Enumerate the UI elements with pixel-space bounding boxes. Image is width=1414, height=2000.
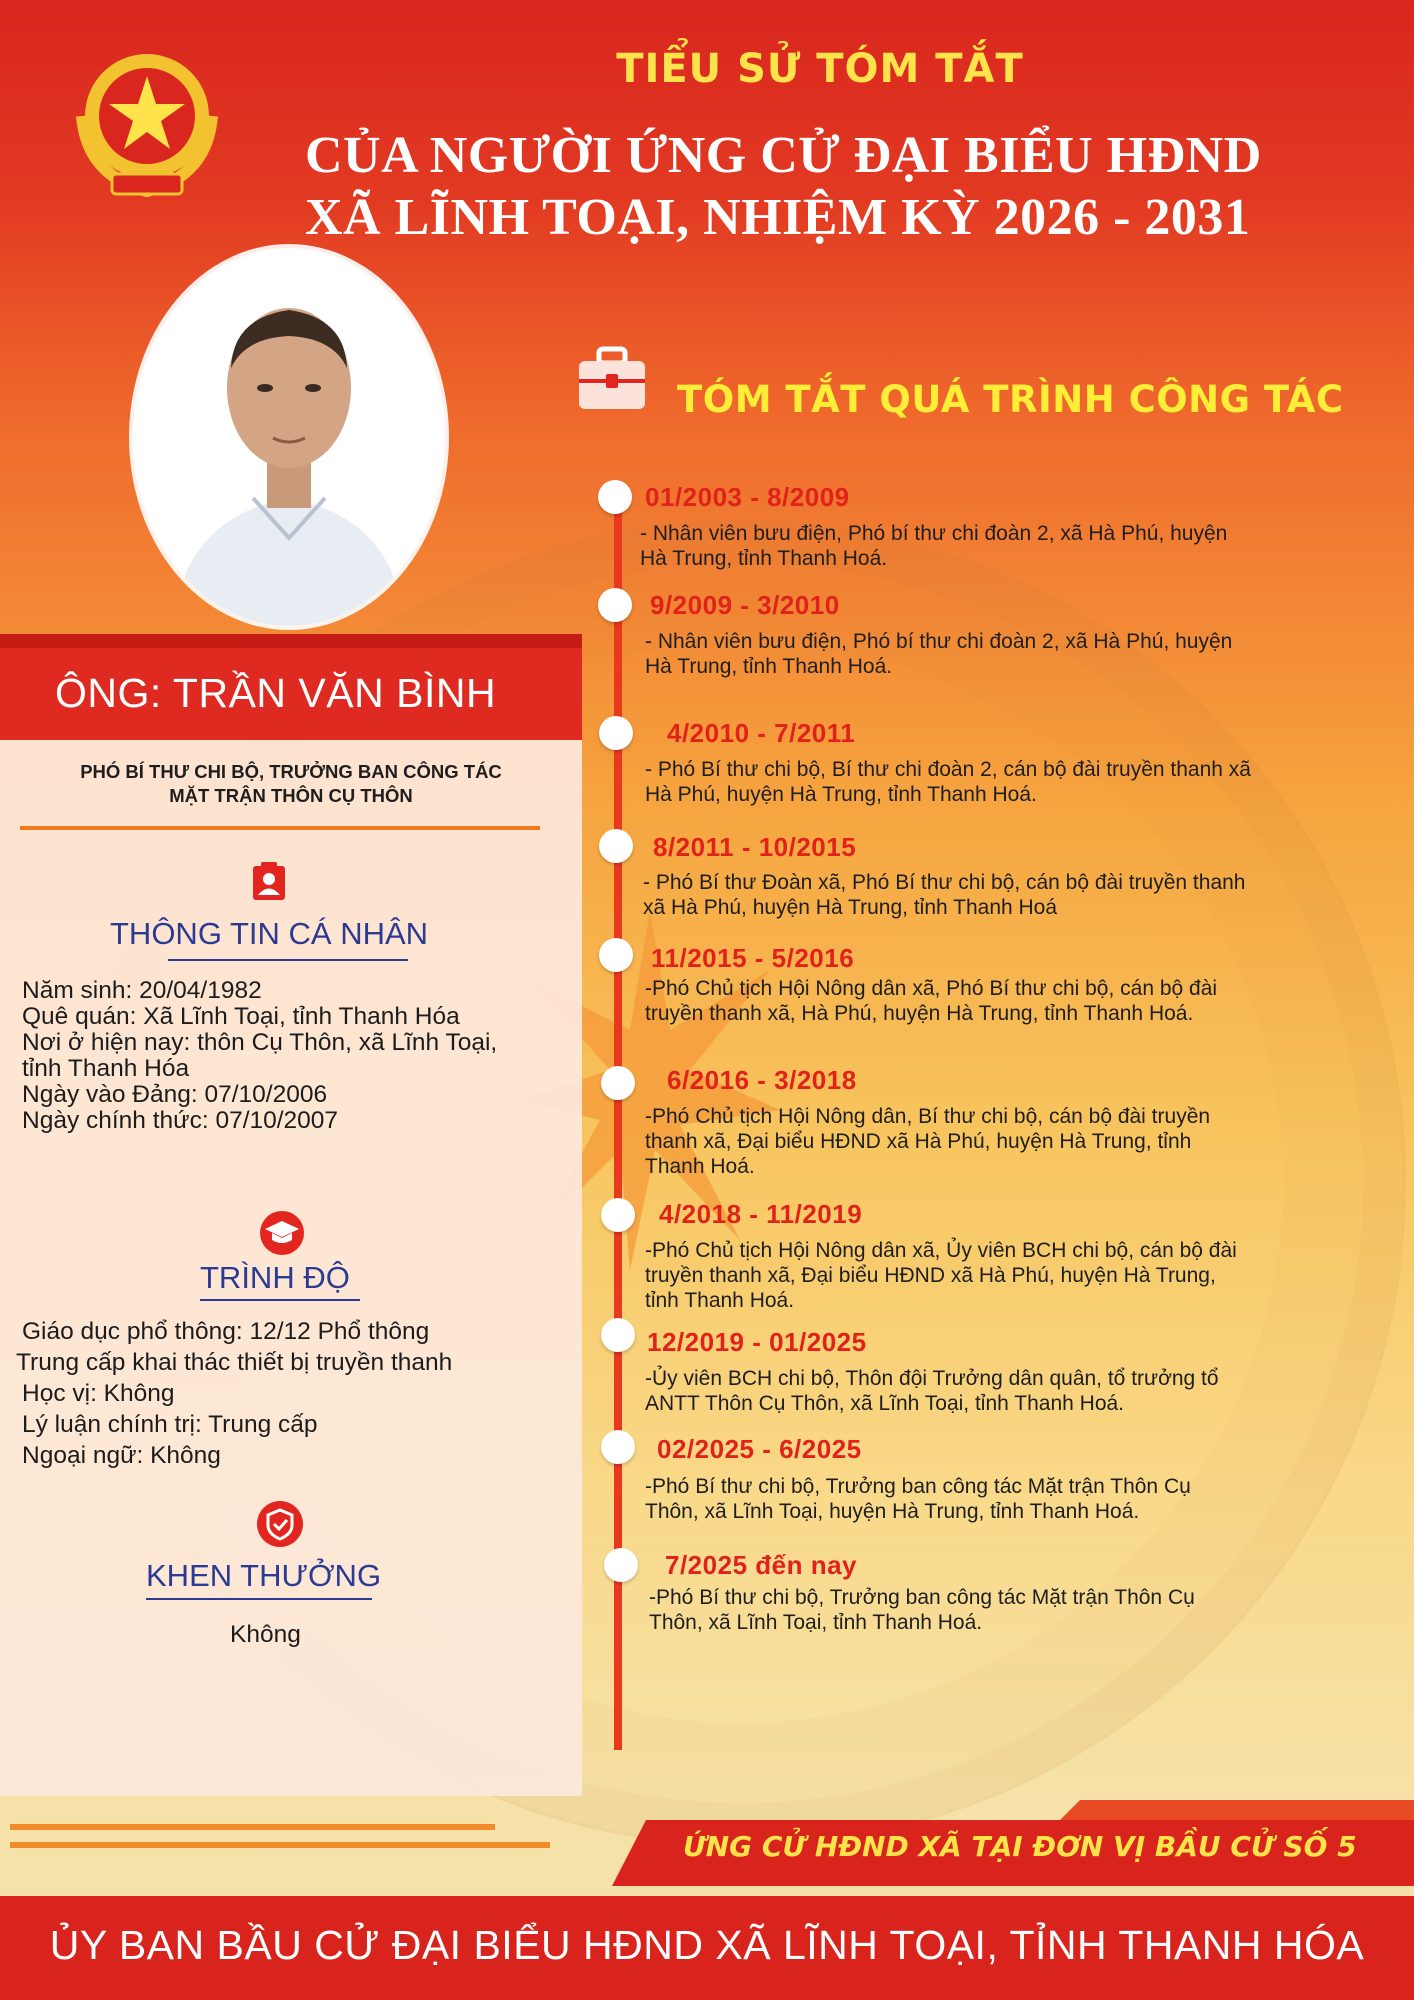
- desc-line: -Phó Bí thư chi bộ, Trưởng ban công tác Mặt trận Thôn Cụ: [649, 1586, 1195, 1609]
- candidate-position: [20, 760, 562, 808]
- desc-line: Thôn, xã Lĩnh Toại, huyện Hà Trung, tỉnh Thanh Hoá.: [645, 1500, 1140, 1523]
- education-list: [16, 1316, 453, 1471]
- desc-line: - Nhân viên bưu điện, Phó bí thư chi đoàn 2, xã Hà Phú, huyện: [645, 630, 1233, 653]
- timeline-desc: [645, 1238, 1365, 1313]
- timeline-dot: [601, 1318, 635, 1352]
- info-line: Ngày chính thức: 07/10/2007: [22, 1107, 339, 1134]
- timeline-desc: [645, 757, 1365, 807]
- timeline-dot: [601, 1198, 635, 1232]
- national-emblem-icon: [62, 46, 232, 206]
- timeline-desc: [645, 976, 1365, 1026]
- info-line: Lý luận chính trị: Trung cấp: [22, 1411, 318, 1438]
- name-banner: [0, 634, 582, 740]
- awards-title: KHEN THƯỞNG: [146, 1558, 382, 1593]
- timeline-desc: [645, 1474, 1365, 1524]
- desc-line: truyền thanh xã, Hà Phú, huyện Hà Trung, tỉnh Thanh Hoá.: [645, 1002, 1194, 1025]
- timeline-date: 7/2025 đến nay: [665, 1550, 857, 1580]
- section-underline: [146, 1598, 372, 1600]
- desc-line: -Phó Chủ tịch Hội Nông dân, Bí thư chi bộ, cán bộ đài truyền: [645, 1105, 1211, 1128]
- desc-line: -Ủy viên BCH chi bộ, Thôn đội Trưởng dân quân, tổ trưởng tổ: [645, 1367, 1219, 1390]
- info-line: Ngoại ngữ: Không: [22, 1442, 221, 1469]
- personal-info-list: [22, 978, 497, 1134]
- timeline-dot: [604, 1548, 638, 1582]
- info-line: Học vị: Không: [22, 1380, 175, 1407]
- candidate-name: ÔNG: TRẦN VĂN BÌNH: [55, 670, 497, 716]
- desc-line: Hà Trung, tỉnh Thanh Hoá.: [640, 547, 888, 570]
- education-title: TRÌNH ĐỘ: [200, 1260, 350, 1295]
- electoral-unit-label: ỨNG CỬ HĐND XÃ TẠI ĐƠN VỊ BẦU CỬ SỐ 5: [683, 1830, 1357, 1863]
- info-line: Quê quán: Xã Lĩnh Toại, tỉnh Thanh Hóa: [22, 1003, 460, 1030]
- timeline-dot: [599, 716, 633, 750]
- timeline-dot: [601, 1430, 635, 1464]
- info-line: Nơi ở hiện nay: thôn Cụ Thôn, xã Lĩnh Toại,: [22, 1029, 498, 1056]
- desc-line: -Phó Chủ tịch Hội Nông dân xã, Ủy viên BCH chi bộ, cán bộ đài: [645, 1239, 1237, 1262]
- info-line: Giáo dục phổ thông: 12/12 Phổ thông: [22, 1318, 430, 1345]
- candidate-portrait: [133, 248, 445, 626]
- timeline-date: 9/2009 - 3/2010: [650, 590, 840, 620]
- timeline-desc: [640, 521, 1360, 571]
- timeline-dot: [598, 588, 632, 622]
- personal-info-title: THÔNG TIN CÁ NHÂN: [110, 916, 429, 951]
- timeline-date: 11/2015 - 5/2016: [651, 943, 855, 973]
- doc-title: TIỂU SỬ TÓM TẮT: [616, 46, 1024, 92]
- timeline-dot: [599, 829, 633, 863]
- shield-check-icon: [256, 1500, 304, 1548]
- timeline-date: 6/2016 - 3/2018: [667, 1065, 857, 1095]
- info-line: Ngày vào Đảng: 07/10/2006: [22, 1081, 328, 1108]
- desc-line: truyền thanh xã, Đại biểu HĐND xã Hà Phú, huyện Hà Trung,: [645, 1264, 1216, 1287]
- doc-subtitle-line1: CỦA NGƯỜI ỨNG CỬ ĐẠI BIỂU HĐND: [305, 127, 1262, 184]
- desc-line: Hà Trung, tỉnh Thanh Hoá.: [645, 655, 893, 678]
- timeline-title: TÓM TẮT QUÁ TRÌNH CÔNG TÁC: [677, 378, 1344, 421]
- candidate-panel: [0, 634, 582, 1796]
- info-line: Trung cấp khai thác thiết bị truyền thanh: [16, 1349, 453, 1376]
- timeline-date: 4/2010 - 7/2011: [667, 718, 856, 748]
- section-underline: [200, 1299, 360, 1301]
- briefcase-icon: [577, 345, 647, 413]
- graduation-cap-icon: [259, 1210, 305, 1256]
- divider: [20, 826, 540, 830]
- position-line: MẶT TRẬN THÔN CỤ THÔN: [169, 785, 413, 806]
- desc-line: thanh xã, Đại biểu HĐND xã Hà Phú, huyện Hà Trung, tỉnh: [645, 1130, 1192, 1153]
- awards-value: Không: [230, 1621, 301, 1648]
- timeline-date: 8/2011 - 10/2015: [653, 832, 857, 862]
- desc-line: tỉnh Thanh Hoá.: [645, 1289, 795, 1312]
- desc-line: -Phó Chủ tịch Hội Nông dân xã, Phó Bí thư chi bộ, cán bộ đài: [645, 977, 1218, 1000]
- timeline-desc: [649, 1585, 1369, 1635]
- timeline-desc: [645, 629, 1365, 679]
- desc-line: Hà Phú, huyện Hà Trung, tỉnh Thanh Hoá.: [645, 783, 1037, 806]
- timeline-date: 4/2018 - 11/2019: [659, 1199, 863, 1229]
- desc-line: - Nhân viên bưu điện, Phó bí thư chi đoàn 2, xã Hà Phú, huyện: [640, 522, 1228, 545]
- desc-line: - Phó Bí thư Đoàn xã, Phó Bí thư chi bộ, cán bộ đài truyền thanh: [643, 871, 1246, 894]
- info-line: tỉnh Thanh Hóa: [22, 1055, 190, 1082]
- info-line: Năm sinh: 20/04/1982: [22, 977, 262, 1004]
- timeline-dot: [601, 1066, 635, 1100]
- doc-subtitle-line2: XÃ LĨNH TOẠI, NHIỆM KỲ 2026 - 2031: [305, 189, 1251, 246]
- timeline-date: 02/2025 - 6/2025: [657, 1434, 862, 1464]
- desc-line: Thanh Hoá.: [645, 1155, 755, 1178]
- desc-line: ANTT Thôn Cụ Thôn, xã Lĩnh Toại, tỉnh Thanh Hoá.: [645, 1392, 1125, 1415]
- position-line: PHÓ BÍ THƯ CHI BỘ, TRƯỞNG BAN CÔNG TÁC: [80, 761, 502, 782]
- section-underline: [168, 959, 408, 961]
- timeline-dot: [598, 480, 632, 514]
- footer-text: ỦY BAN BẦU CỬ ĐẠI BIỂU HĐND XÃ LĨNH TOẠI, TỈNH THANH HÓA: [49, 1922, 1365, 1968]
- timeline-desc: [643, 870, 1363, 920]
- candidate-photo: [133, 248, 445, 626]
- desc-line: xã Hà Phú, huyện Hà Trung, tỉnh Thanh Hoá: [643, 896, 1058, 919]
- desc-line: -Phó Bí thư chi bộ, Trưởng ban công tác Mặt trận Thôn Cụ: [645, 1475, 1191, 1498]
- id-badge-icon: [249, 862, 289, 902]
- timeline-date: 01/2003 - 8/2009: [645, 482, 850, 512]
- desc-line: Thôn, xã Lĩnh Toại, tỉnh Thanh Hoá.: [649, 1611, 983, 1634]
- desc-line: - Phó Bí thư chi bộ, Bí thư chi đoàn 2, cán bộ đài truyền thanh xã: [645, 758, 1251, 781]
- timeline-dot: [599, 938, 633, 972]
- timeline-date: 12/2019 - 01/2025: [647, 1327, 867, 1357]
- timeline-desc: [645, 1104, 1365, 1179]
- timeline-desc: [645, 1366, 1365, 1416]
